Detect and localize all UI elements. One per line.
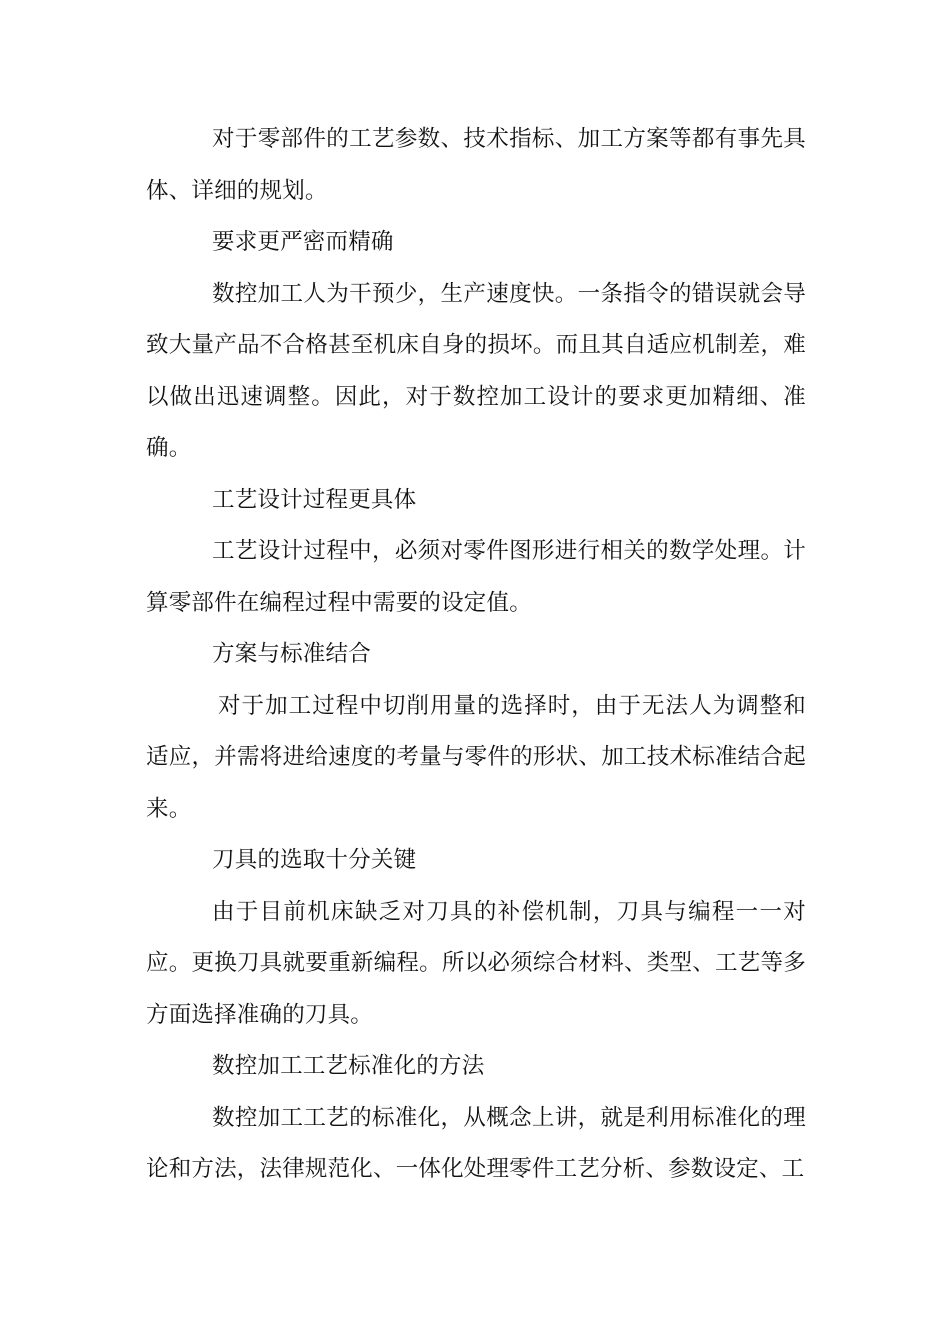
paragraph-process-design: 工艺设计过程中，必须对零件图形进行相关的数学处理。计算零部件在编程过程中需要的设定值。	[146, 538, 806, 616]
heading-plan-standard: 方案与标准结合	[212, 641, 371, 667]
heading-precision: 要求更严密而精确	[212, 229, 394, 255]
paragraph-precision: 数控加工人为干预少，生产速度快。一条指令的错误就会导致大量产品不合格甚至机床自身的损坏。而且其自适应机制差，难以做出迅速调整。因此，对于数控加工设计的要求更加精细、准确。	[146, 280, 806, 461]
paragraph-standardization-method: 数控加工工艺的标准化，从概念上讲，就是利用标准化的理论和方法，法律规范化、一体化处理零件工艺分析、参数设定、工	[146, 1104, 806, 1182]
document-body	[146, 114, 806, 1196]
paragraph-process-planning: 对于零部件的工艺参数、技术指标、加工方案等都有事先具体、详细的规划。	[146, 126, 806, 204]
heading-process-design: 工艺设计过程更具体	[212, 486, 417, 513]
heading-standardization-method: 数控加工工艺标准化的方法	[212, 1053, 485, 1079]
paragraph-plan-standard: 对于加工过程中切削用量的选择时，由于无法人为调整和适应，并需将进给速度的考量与零件的形状、加工技术标准结合起来。	[146, 692, 806, 822]
heading-tool-selection: 刀具的选取十分关键	[212, 847, 417, 873]
paragraph-tool-selection: 由于目前机床缺乏对刀具的补偿机制，刀具与编程一一对应。更换刀具就要重新编程。所以必须综合材料、类型、工艺等多方面选择准确的刀具。	[146, 898, 806, 1028]
